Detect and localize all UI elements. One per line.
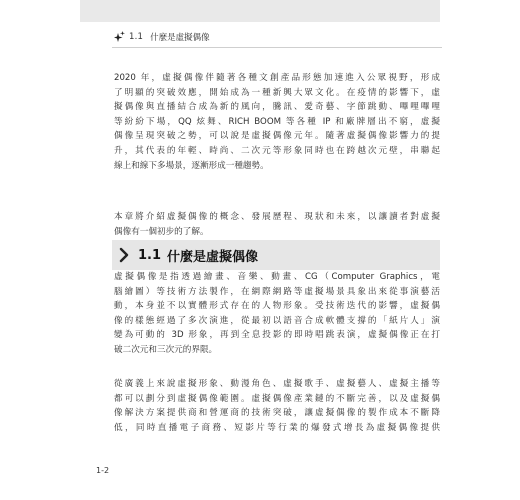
sparkle-icon [114, 31, 125, 43]
chevron-right-icon [118, 247, 130, 263]
text-line: 偶像有一個初步的了解。 [114, 226, 209, 237]
text-line: 了明顯的突破效應，開始成為一種新興大眾文化。在疫情的影響下，虛 [114, 87, 440, 98]
intro-paragraph-2 [114, 210, 440, 239]
header-divider [112, 47, 442, 48]
text-line: 2020 年，虛擬偶像伴隨著各種文創產品形態加速進入公眾視野，形成 [114, 73, 440, 83]
text-line: 變為可動的 3D 形象，再到全息投影的即時唱跳表演，虛擬偶像正在打 [114, 330, 440, 341]
text-line: 擬偶像與直播結合成為新的風向，騰訊、愛奇藝、字節跳動、嗶哩嗶哩 [114, 102, 440, 113]
text-line: 腦繪圖）等技術方法製作，在網際網路等虛擬場景具象出來從事演藝活 [114, 286, 440, 297]
text-line: 都可以劃分到虛擬偶像範圍。虛擬偶像產業鏈的不斷完善，以及虛擬偶 [114, 393, 440, 404]
text-line: 本章將介紹虛擬偶像的概念、發展歷程、現狀和未來，以讓讀者對虛擬 [114, 212, 440, 222]
text-line: 破二次元和三次元的界限。 [114, 344, 218, 355]
page-number: 1-2 [96, 466, 110, 475]
text-line: 低，同時直播電子商務、短影片等行業的爆發式增長為虛擬偶像提供 [114, 422, 440, 433]
text-line: 像解決方案提供商和營運商的技術突破，讓虛擬偶像的製作成本不斷降 [114, 408, 440, 419]
section-paragraph-1 [114, 270, 440, 358]
text-line: 動，本身並不以實體形式存在的人物形象。受技術迭代的影響，虛擬偶 [114, 301, 440, 312]
section-title: 什麼是虛擬偶像 [167, 249, 259, 265]
text-line: 虛擬偶像是指透過繪畫、音樂、動畫、CG（Computer Graphics，電 [114, 272, 440, 282]
running-head-number: 1.1 [129, 32, 144, 42]
text-line: 升，其代表的年輕、時尚、二次元等形象同時也在跨越次元壁，串聯起 [114, 145, 440, 156]
intro-paragraph-1 [114, 71, 440, 173]
text-line: 等紛紛下場，QQ 炫舞、RICH BOOM 等各種 IP 和廠牌層出不窮，虛擬 [114, 116, 440, 127]
text-line: 像的樣態經過了多次演進，從最初以語音合成軟體支撐的「紙片人」演 [114, 315, 440, 326]
top-gray-bar [80, 0, 440, 22]
text-line: 線上和線下多場景，逐漸形成一種趨勢。 [114, 160, 269, 171]
text-line: 偶像呈現突破之勢，可以說是虛擬偶像元年。隨著虛擬偶像影響力的提 [114, 131, 440, 142]
section-number: 1.1 [138, 247, 162, 263]
section-paragraph-2 [114, 377, 440, 435]
section-heading [112, 240, 440, 270]
running-head-title: 什麼是虛擬偶像 [150, 33, 210, 43]
text-line: 從廣義上來說虛擬形象、動漫角色、虛擬歌手、虛擬藝人、虛擬主播等 [114, 379, 440, 389]
running-head [114, 30, 210, 44]
